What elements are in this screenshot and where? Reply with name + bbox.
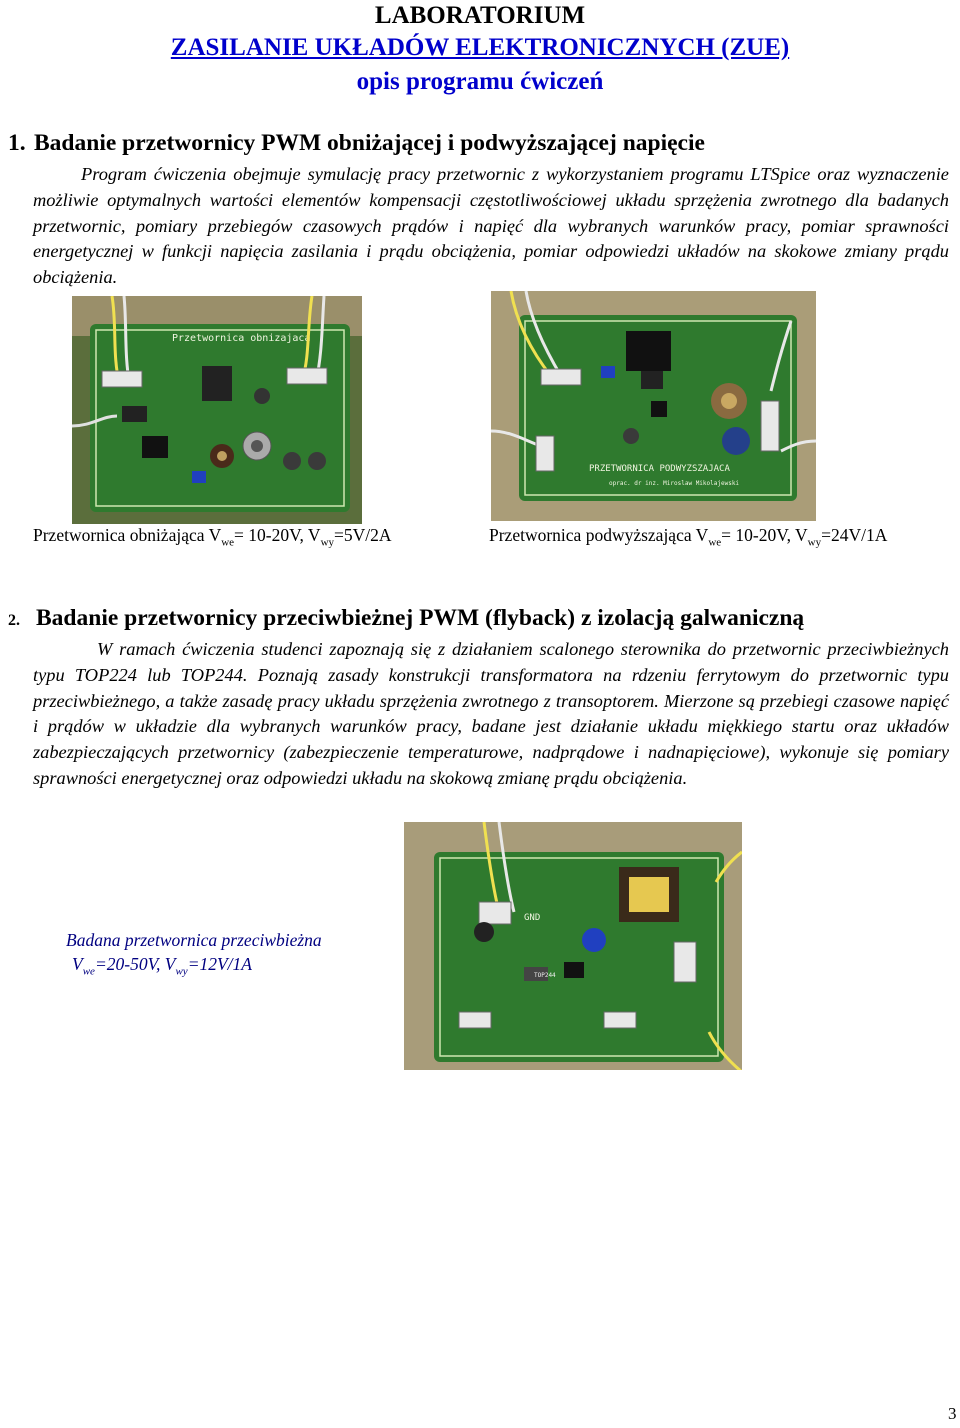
section-2-number: 2. (8, 612, 20, 629)
section-2-heading (8, 605, 804, 632)
page-number: 3 (948, 1404, 957, 1423)
section-2-paragraph (33, 637, 949, 792)
s1-line: oraz wyznaczenie możliwie optymalnych wartości elementów kompensacji częstotliwościowej układu (33, 164, 949, 210)
photo-boost-converter (491, 291, 816, 521)
s2-line: W ramach ćwiczenia studenci zapoznają się z działaniem scalonego sterownika do przetwornic (97, 639, 821, 659)
doc-title-lab: LABORATORIUM (374, 2, 586, 29)
s2-line: przeciwbieżnych typu TOP224 lub TOP244. Poznają zasady konstrukcji transformatora na rdzeniu (33, 639, 949, 685)
section-1-number: 1. (8, 130, 26, 156)
caption-flyback-params: $V_{we}=20-50V$, $V_{wy}=12V/1A$ (72, 954, 252, 978)
photo-flyback-converter (404, 822, 742, 1070)
caption-flyback-title: Badana przetwornica przeciwbieżna (66, 930, 322, 950)
s2-line: energetycznej oraz odpowiedzi układu na skokową zmianę prądu obciążenia. (121, 767, 688, 788)
buck-board-label: Przetwornica obnizajaca (172, 333, 311, 344)
boost-board-label: PRZETWORNICA PODWYZSZAJACA (589, 464, 730, 474)
s1-line: obciążenia, pomiar odpowiedzi układów na skokowe zmiany prądu obciążenia. (33, 241, 949, 288)
s2-line: pracy, badane jest działanie układu miękkiego startu oraz układów zabezpieczających przetwornicy (33, 716, 950, 763)
s2-line: ferrytowym do przetwornic typu przeciwbieżnego, a także zasadę pracy układu sprzężenia zwrotnego z (33, 664, 949, 711)
flyback-gnd-label: GND (524, 913, 541, 923)
photo-buck-converter (72, 296, 362, 524)
section-1-title: Badanie przetwornicy PWM obniżającej i podwyższającej napięcie (34, 130, 705, 156)
doc-title-course[interactable]: ZASILANIE UKŁADÓW ELEKTRONICZNYCH (ZUE) (170, 34, 790, 61)
s2-line: transoptorem. Mierzone są przebiegi czasowe napięć i prądów w układzie dla wybranych warunków (33, 690, 949, 737)
s2-line: (zabezpieczenie temperaturowe, nadprądowe i nadnapięciowe), wykonuje się pomiary sprawności (33, 742, 949, 788)
s1-line: sprzężenia zwrotnego dla badanych przetwornic, pomiary przebiegów czasowych prądów i napięć dla (33, 189, 949, 236)
section-1-heading (8, 130, 705, 157)
flyback-ic-label: TOP244 (534, 972, 556, 979)
boost-board-sublabel: oprac. dr inz. Miroslaw Mikolajewski (609, 480, 740, 487)
s1-line: Program ćwiczenia obejmuje symulację pracy przetwornic z wykorzystaniem programu LTSpice (81, 164, 811, 184)
caption-buck: Przetwornica obniżająca $V_{we}= 10-20V$, $V_{wy}=5V/2A$ (33, 525, 392, 549)
section-2-title: Badanie przetwornicy przeciwbieżnej PWM (flyback) z izolacją galwaniczną (36, 605, 805, 631)
caption-boost: Przetwornica podwyższająca $V_{we}= 10-20V$, $V_{wy}=24V/1A$ (489, 525, 888, 549)
doc-subtitle: opis programu ćwiczeń (356, 68, 604, 95)
s1-line: wybranych warunków pracy, pomiar sprawności energetycznej w funkcji napięcia zasilania i prądu (33, 215, 949, 262)
section-1-paragraph (33, 162, 949, 291)
